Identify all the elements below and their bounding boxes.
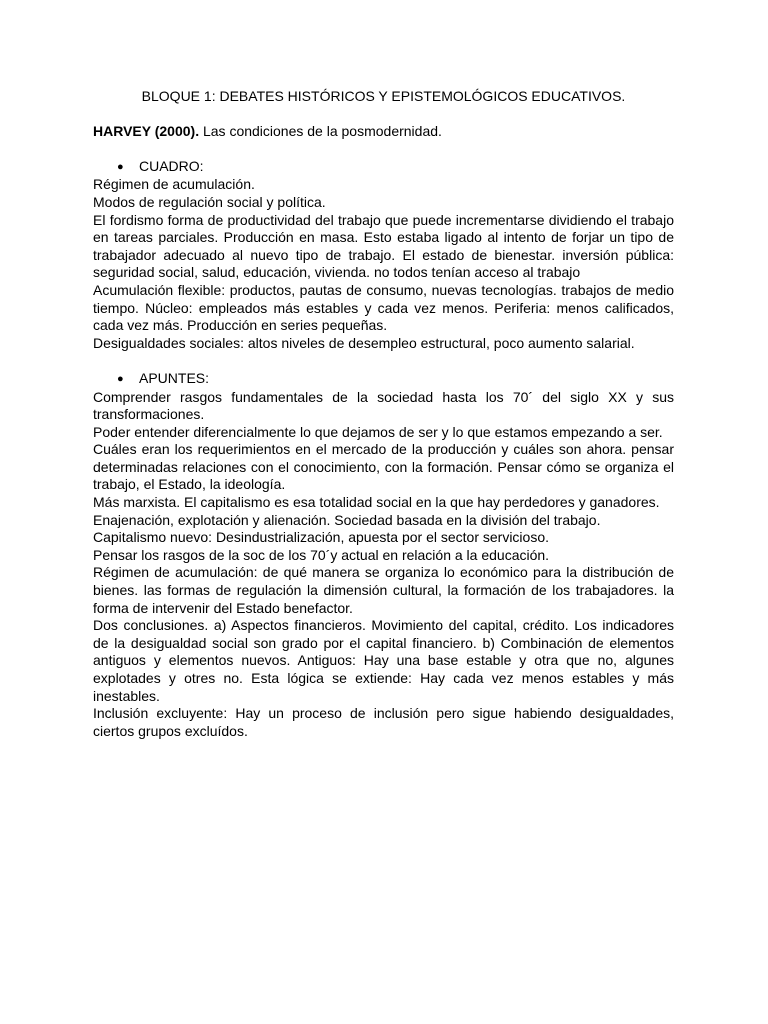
bibliographic-reference [93, 123, 674, 141]
document-body [93, 88, 674, 740]
section-heading-label: CUADRO: [139, 157, 204, 174]
section-apuntes [93, 370, 674, 740]
bullet-icon: ● [117, 372, 124, 385]
reference-author: HARVEY (2000). [93, 122, 200, 139]
paragraph: El fordismo forma de productividad del trabajo que puede incrementarse dividiendo el trabajo en tareas parciales. Producción en masa. Esto estaba ligado al intento de forjar un tipo de trabajador adecuado al nuevo tipo de trabajo. El estado de bienestar. inversión pública: seguridad social, salud, educación, vivienda. no todos tenían acceso al trabajo [93, 211, 674, 281]
paragraph: Desigualdades sociales: altos niveles de desempleo estructural, poco aumento salarial. [93, 334, 635, 351]
paragraph: Más marxista. El capitalismo es esa totalidad social en la que hay perdedores y ganadores. [93, 494, 660, 511]
reference-title: Las condiciones de la posmodernidad. [199, 122, 442, 139]
section-heading-label: APUNTES: [139, 369, 210, 386]
bullet-icon: ● [117, 160, 124, 173]
paragraph: Cuáles eran los requerimientos en el mercado de la producción y cuáles son ahora. pensar determinadas relaciones con el conocimiento, con la formación. Pensar cómo se organiza el trabajo, el Estado, la ideología. [93, 441, 674, 493]
section-heading-apuntes [93, 370, 674, 389]
paragraph: Acumulación flexible: productos, pautas de consumo, nuevas tecnologías. trabajos de medio tiempo. Núcleo: empleados más estables y cada vez menos. Periferia: menos calificados, cada vez más. Producción en series pequeñas. [93, 281, 674, 334]
paragraph: Inclusión excluyente: Hay un proceso de inclusión pero sigue habiendo desigualdades, ciertos grupos excluídos. [93, 705, 674, 739]
section-heading-cuadro [93, 158, 674, 177]
paragraph: Pensar los rasgos de la soc de los 70´y actual en relación a la educación. [93, 546, 550, 563]
paragraph: Enajenación, explotación y alienación. Sociedad basada en la división del trabajo. [93, 511, 601, 528]
paragraph: Comprender rasgos fundamentales de la sociedad hasta los 70´ del siglo XX y sus transformaciones. [93, 388, 674, 423]
paragraph: Capitalismo nuevo: Desindustrialización, apuesta por el sector servicioso. [93, 529, 549, 546]
paragraph: Régimen de acumulación. [93, 176, 255, 193]
paragraph: Dos conclusiones. a) Aspectos financieros. Movimiento del capital, crédito. Los indicadores de la desigualdad social son grado por el capital financiero. b) Combinación de elementos antiguos y elementos nuevos. Antiguos: Hay una base estable y otra que no, algunes explotades y otres no. Esta lógica se extiende: Hay cada vez menos estables y más inestables. [93, 617, 674, 704]
paragraph: Régimen de acumulación: de qué manera se organiza lo económico para la distribución de bienes. las formas de regulación la dimensión cultural, la formación de los trabajadores. la forma de intervenir del Estado benefactor. [93, 564, 674, 616]
section-cuadro [93, 158, 674, 353]
document-title: BLOQUE 1: DEBATES HISTÓRICOS Y EPISTEMOLÓGICOS EDUCATIVOS. [141, 88, 626, 104]
paragraph: Poder entender diferencialmente lo que dejamos de ser y lo que estamos empezando a ser. [93, 423, 663, 440]
paragraph: Modos de regulación social y política. [93, 193, 326, 210]
